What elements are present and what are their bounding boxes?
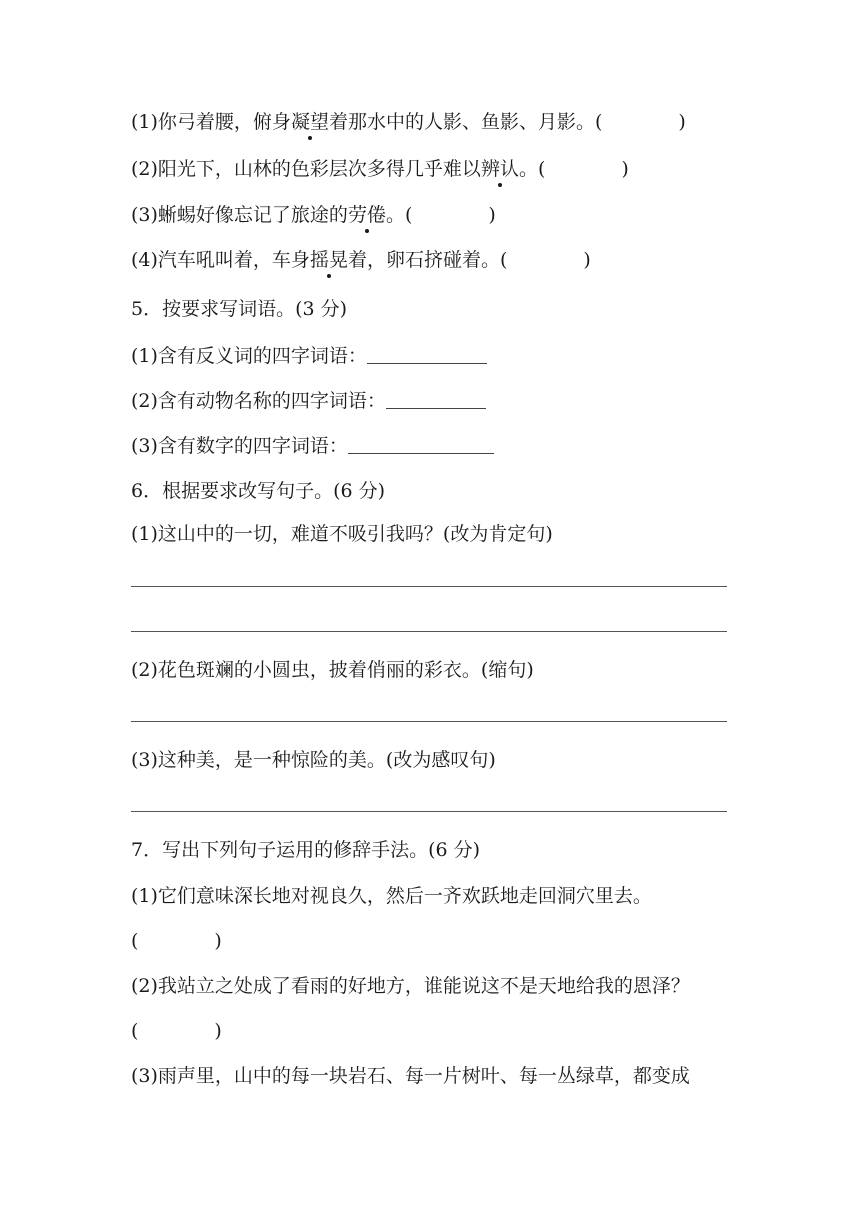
q5-item-2-answer-blank[interactable]	[386, 390, 486, 409]
q5-item-3-label: (3)含有数字的四字词语：	[131, 435, 348, 457]
q7-item-2-answer-open: (	[131, 1020, 139, 1042]
q4-item-1-after: 着那水中的人影、鱼影、月影。	[328, 111, 595, 133]
q5-item-2-label: (2)含有动物名称的四字词语：	[131, 390, 386, 412]
q5-item-1	[131, 344, 487, 368]
q7-item-3: (3)雨声里，山中的每一块岩石、每一片树叶、每一丛绿草，都变成	[131, 1065, 690, 1087]
q7-item-2: (2)我站立之处成了看雨的好地方，谁能说这不是天地给我的恩泽？	[131, 975, 690, 997]
q4-item-3-before: 蜥蜴好像忘记了旅途的	[157, 204, 348, 226]
q4-item-1-dotted-word: 凝望	[290, 111, 329, 133]
q7-item-1: (1)它们意味深长地对视良久，然后一齐欢跃地走回洞穴里去。	[131, 885, 652, 907]
q7-item-2-answer-close: )	[214, 1020, 222, 1042]
q4-item-3-answer-close: )	[488, 204, 496, 226]
q5-item-1-answer-blank[interactable]	[367, 345, 487, 364]
q4-item-3-dotted-word: 劳倦	[347, 204, 386, 226]
q4-item-3-number: (3)	[131, 204, 158, 226]
q4-item-3-answer-open[interactable]: (	[404, 204, 413, 226]
q7-item-1-answer-close: )	[214, 930, 222, 952]
q6-item-2-answer-line[interactable]	[131, 721, 727, 722]
q5-item-1-label: (1)含有反义词的四字词语：	[131, 345, 367, 367]
q7-item-2-answer[interactable]	[131, 1019, 222, 1043]
q4-item-4-after: 着，卵石挤碰着。	[347, 249, 500, 271]
q4-item-2-answer-close: )	[621, 158, 629, 180]
q4-item-4-dotted-word: 摇晃	[309, 249, 348, 271]
q6-item-1-answer-line-1[interactable]	[131, 586, 727, 587]
q4-item-2-answer-open[interactable]: (	[537, 158, 546, 180]
q4-item-3-after: 。	[385, 204, 405, 226]
q7-item-1-answer-open: (	[131, 930, 139, 952]
q4-item-2	[131, 157, 629, 181]
q6-item-3: (3)这种美，是一种惊险的美。(改为感叹句)	[131, 749, 496, 771]
q4-item-1-number: (1)	[131, 111, 158, 133]
q4-item-1-before: 你弓着腰，俯身	[157, 111, 291, 133]
q5-item-3-answer-blank[interactable]	[348, 435, 494, 454]
q7-title: 7．写出下列句子运用的修辞手法。(6 分)	[131, 839, 481, 861]
q4-item-3	[131, 203, 496, 227]
q4-item-2-before: 阳光下，山林的色彩层次多得几乎难以	[157, 158, 481, 180]
q7-item-1-answer[interactable]	[131, 929, 222, 953]
q6-title: 6．根据要求改写句子。(6 分)	[131, 480, 386, 502]
q4-item-1-answer-close: )	[678, 111, 686, 133]
q5-item-2	[131, 389, 486, 413]
q5-item-3	[131, 434, 494, 458]
q4-item-4-answer-open[interactable]: (	[499, 249, 508, 271]
q5-title: 5．按要求写词语。(3 分)	[131, 298, 348, 320]
q4-item-4	[131, 248, 591, 272]
q4-item-2-after: 。	[518, 158, 538, 180]
q4-item-4-answer-close: )	[583, 249, 591, 271]
q6-item-1-answer-line-2[interactable]	[131, 631, 727, 632]
q6-item-3-answer-line[interactable]	[131, 811, 727, 812]
q4-item-2-dotted-word: 辨认	[480, 158, 519, 180]
q6-item-1: (1)这山中的一切，难道不吸引我吗？(改为肯定句)	[131, 523, 553, 545]
q4-item-4-number: (4)	[131, 249, 158, 271]
q4-item-1-answer-open[interactable]: (	[594, 111, 603, 133]
q4-item-2-number: (2)	[131, 158, 158, 180]
q4-item-1	[131, 110, 686, 134]
q6-item-2: (2)花色斑斓的小圆虫，披着俏丽的彩衣。(缩句)	[131, 659, 534, 681]
q4-item-4-before: 汽车吼叫着，车身	[157, 249, 310, 271]
